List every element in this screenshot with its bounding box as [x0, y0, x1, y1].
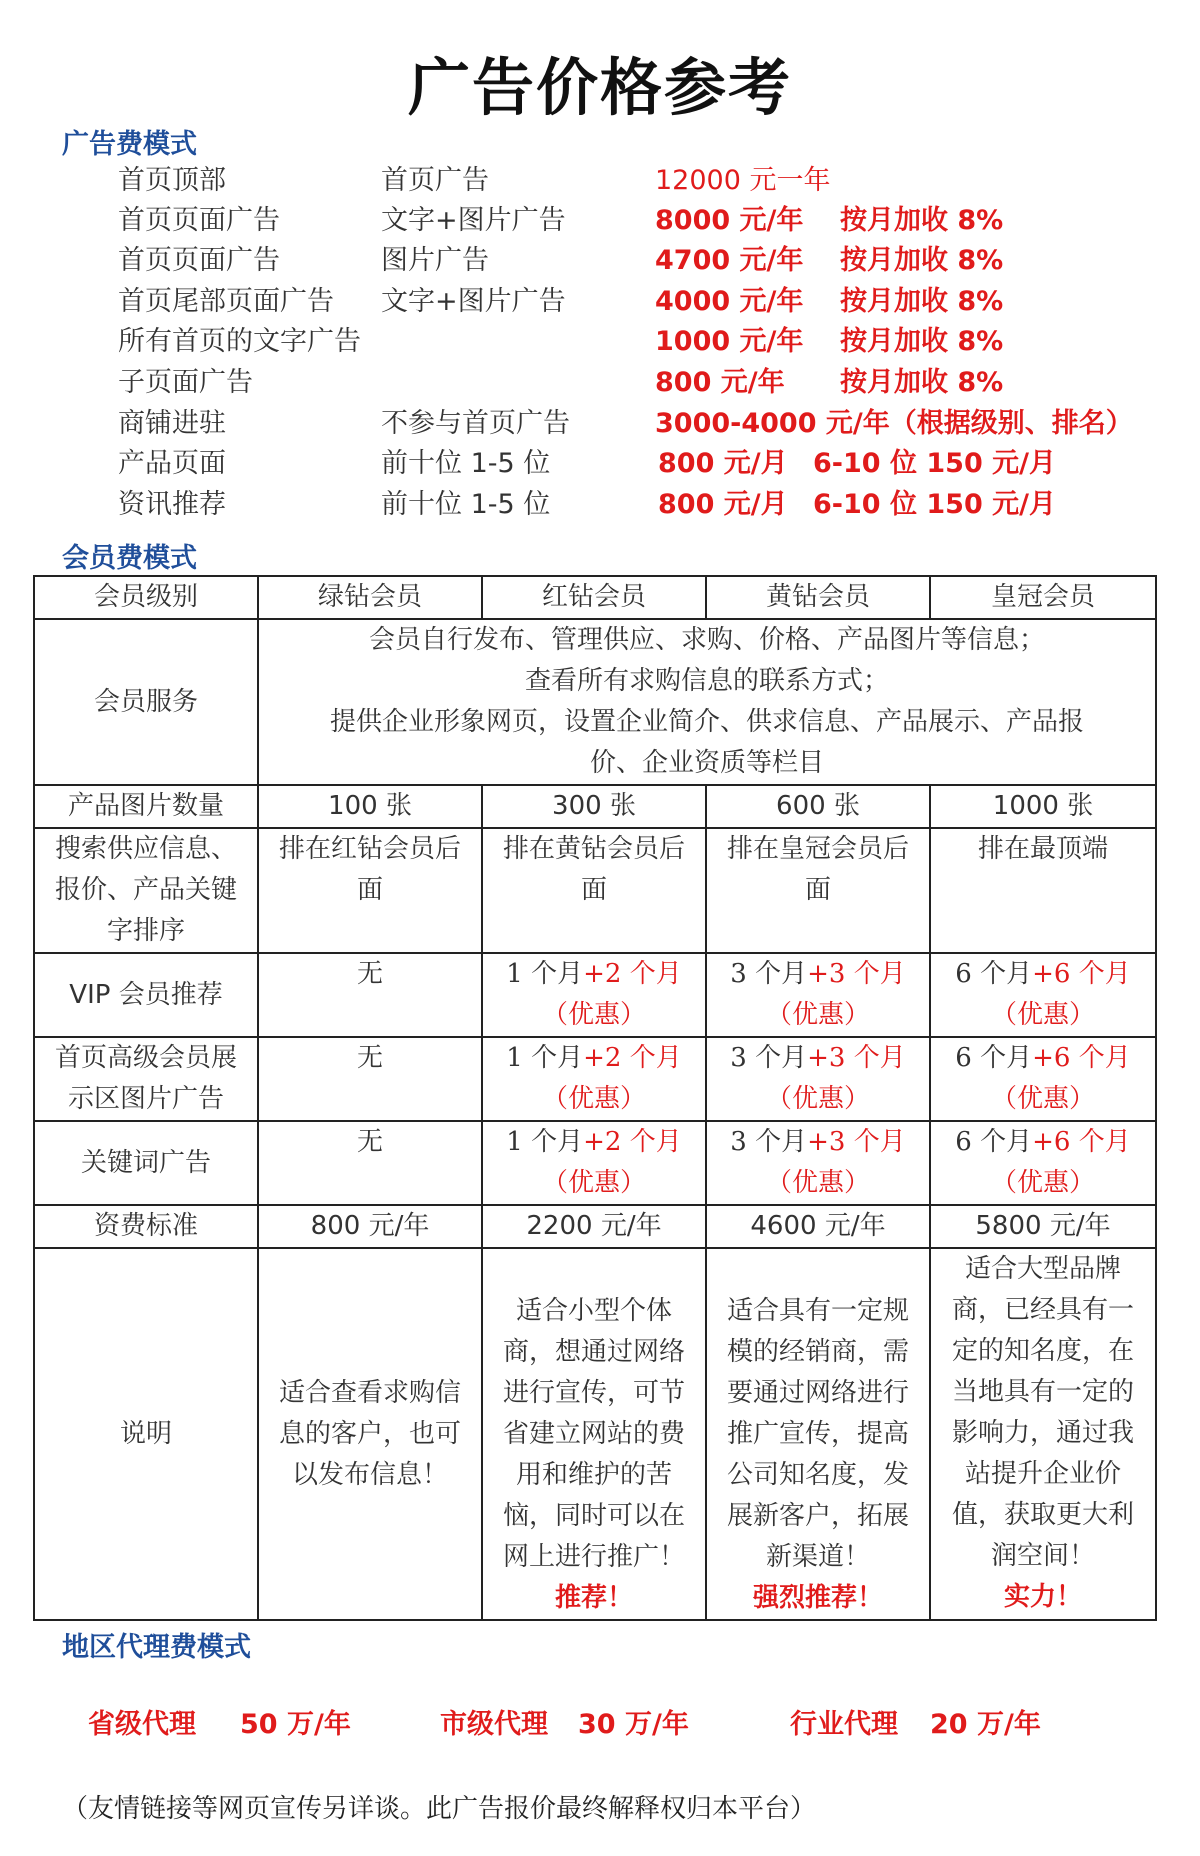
agent-label: 市级代理	[440, 1709, 548, 1740]
ranking-value	[706, 828, 930, 953]
promo-note: （优惠）	[990, 1168, 1095, 1198]
value-line: 排在皇冠会员后	[726, 834, 909, 864]
notes-label: 说明	[34, 1248, 258, 1620]
note-line: 值，获取更大利	[951, 1500, 1134, 1530]
note-line: 适合具有一定规	[726, 1296, 909, 1326]
ad-name: 资讯推荐	[118, 489, 226, 520]
promo-bonus: +6 个月	[1032, 959, 1131, 989]
agent-price: 20 万/年	[930, 1709, 1041, 1740]
promo-bonus: +3 个月	[807, 959, 906, 989]
label-line: 搜索供应信息、	[54, 834, 237, 864]
ad-name: 子页面广告	[118, 367, 253, 398]
table-header-row	[34, 576, 1156, 619]
picture-count: 1000 张	[930, 785, 1156, 828]
ad-name: 商铺进驻	[118, 408, 226, 439]
ad-surcharge: 按月加收 8%	[840, 205, 1004, 236]
note-line: 润空间！	[990, 1541, 1095, 1571]
note-line: 以发布信息！	[291, 1459, 448, 1490]
table-row	[34, 1248, 1156, 1620]
promo-base: 3 个月	[730, 1043, 808, 1073]
fee-value: 5800 元/年	[930, 1205, 1156, 1248]
note-line: 商，想通过网络	[502, 1337, 685, 1367]
ad-price: 4000 元/年	[655, 286, 804, 317]
ad-name: 首页页面广告	[118, 245, 280, 276]
agent-price: 50 万/年	[240, 1709, 351, 1740]
promo-note: （优惠）	[541, 1168, 646, 1198]
ad-surcharge: 按月加收 8%	[840, 245, 1004, 276]
ranking-value	[258, 828, 482, 953]
ad-type: 图片广告	[381, 245, 489, 276]
note-line: 展新客户，拓展	[726, 1501, 909, 1531]
ad-name: 首页页面广告	[118, 205, 280, 236]
note-line: 适合查看求购信	[278, 1377, 461, 1408]
homepage-ad-value	[930, 1037, 1156, 1121]
table-row	[34, 1121, 1156, 1205]
ad-row	[0, 443, 1200, 484]
picture-count: 300 张	[482, 785, 706, 828]
ad-surcharge: 按月加收 8%	[840, 367, 1004, 398]
promo-base: 6 个月	[955, 1127, 1033, 1157]
homepage-ad-label	[34, 1037, 258, 1121]
ad-section-heading: 广告费模式	[62, 129, 197, 160]
note-line: 要通过网络进行	[726, 1378, 909, 1408]
note-line: 息的客户，也可	[278, 1418, 461, 1449]
recommend-tag: 推荐！	[554, 1583, 633, 1613]
keyword-ad-value	[930, 1121, 1156, 1205]
ad-row	[0, 403, 1200, 444]
picture-count: 600 张	[706, 785, 930, 828]
notes-value	[258, 1248, 482, 1620]
promo-bonus: +6 个月	[1032, 1127, 1131, 1157]
promo-bonus: +2 个月	[583, 959, 682, 989]
ad-row	[0, 240, 1200, 281]
ranking-value	[482, 828, 706, 953]
keyword-ad-label: 关键词广告	[34, 1121, 258, 1205]
vip-value	[706, 953, 930, 1037]
agent-label: 行业代理	[790, 1709, 898, 1740]
agent-section-heading: 地区代理费模式	[62, 1632, 251, 1663]
value-line: 排在黄钻会员后	[502, 834, 685, 864]
service-label: 会员服务	[34, 619, 258, 785]
promo-note: （优惠）	[765, 1084, 870, 1114]
note-line: 模的经销商，需	[726, 1337, 909, 1367]
ad-type: 前十位 1-5 位	[381, 448, 551, 479]
value-line: 面	[580, 875, 607, 905]
promo-note: （优惠）	[541, 1084, 646, 1114]
table-row	[34, 1037, 1156, 1121]
promo-base: 3 个月	[730, 959, 808, 989]
ad-price: 800 元/月	[658, 448, 788, 479]
promo-note: （优惠）	[765, 1000, 870, 1030]
label-line: 示区图片广告	[67, 1084, 224, 1114]
ad-price: 4700 元/年	[655, 245, 804, 276]
ad-tier-price: 6-10 位 150 元/月	[813, 489, 1056, 520]
promo-bonus: +2 个月	[583, 1127, 682, 1157]
service-line: 查看所有求购信息的联系方式；	[524, 666, 889, 696]
note-line: 站提升企业价	[964, 1459, 1121, 1489]
ad-price: 800 元/年	[655, 367, 785, 398]
level-green-diamond: 绿钻会员	[258, 576, 482, 619]
keyword-ad-value	[706, 1121, 930, 1205]
vip-value	[482, 953, 706, 1037]
ranking-label	[34, 828, 258, 953]
table-row	[34, 785, 1156, 828]
label-line: 报价、产品关键	[54, 875, 237, 905]
note-line: 适合小型个体	[515, 1296, 672, 1326]
ad-type: 不参与首页广告	[381, 408, 570, 439]
agent-label: 省级代理	[88, 1709, 196, 1740]
agent-price: 30 万/年	[578, 1709, 689, 1740]
promo-note: （优惠）	[765, 1168, 870, 1198]
fee-value: 2200 元/年	[482, 1205, 706, 1248]
ranking-value	[930, 828, 1156, 953]
homepage-ad-value	[706, 1037, 930, 1121]
note-line: 进行宣传，可节	[502, 1378, 685, 1408]
note-line: 适合大型品牌	[964, 1254, 1121, 1284]
ad-surcharge: 按月加收 8%	[840, 286, 1004, 317]
strength-tag: 实力！	[1003, 1582, 1082, 1612]
note-line: 当地具有一定的	[951, 1377, 1134, 1407]
value-line: 排在最顶端	[977, 834, 1108, 864]
table-row	[34, 953, 1156, 1037]
homepage-ad-value	[482, 1037, 706, 1121]
table-row	[34, 828, 1156, 953]
note-line: 网上进行推广！	[502, 1542, 685, 1572]
ad-surcharge: 按月加收 8%	[840, 326, 1004, 357]
ad-row	[0, 200, 1200, 241]
promo-base: 6 个月	[955, 959, 1033, 989]
ad-price: 3000-4000 元/年（根据级别、排名）	[655, 408, 1133, 439]
service-line: 会员自行发布、管理供应、求购、价格、产品图片等信息；	[368, 625, 1045, 655]
note-line: 商，已经具有一	[951, 1295, 1134, 1325]
note-line: 新渠道！	[765, 1542, 870, 1572]
notes-value	[482, 1248, 706, 1620]
keyword-ad-value	[482, 1121, 706, 1205]
promo-base: 3 个月	[730, 1127, 808, 1157]
vip-label: VIP 会员推荐	[34, 953, 258, 1037]
label-line: 首页高级会员展	[54, 1043, 237, 1073]
promo-bonus: +6 个月	[1032, 1043, 1131, 1073]
vip-value	[930, 953, 1156, 1037]
promo-base: 6 个月	[955, 1043, 1033, 1073]
ad-type: 首页广告	[381, 165, 489, 196]
service-line: 提供企业形象网页，设置企业简介、供求信息、产品展示、产品报	[329, 707, 1084, 737]
ad-type: 文字+图片广告	[381, 286, 566, 317]
table-row	[34, 1205, 1156, 1248]
promo-bonus: +2 个月	[583, 1043, 682, 1073]
keyword-ad-none: 无	[258, 1121, 482, 1205]
label-line: 字排序	[106, 916, 185, 946]
promo-bonus: +3 个月	[807, 1127, 906, 1157]
note-line: 省建立网站的费	[502, 1419, 685, 1449]
ad-row	[0, 362, 1200, 403]
value-line: 排在红钻会员后	[278, 834, 461, 864]
level-yellow-diamond: 黄钻会员	[706, 576, 930, 619]
note-line: 公司知名度，发	[726, 1460, 909, 1490]
ad-name: 首页尾部页面广告	[118, 286, 334, 317]
footnote: （友情链接等网页宣传另详谈。此广告报价最终解释权归本平台）	[62, 1794, 817, 1824]
level-crown: 皇冠会员	[930, 576, 1156, 619]
ad-row	[0, 160, 1200, 201]
note-line: 定的知名度，在	[951, 1336, 1134, 1366]
member-section-heading: 会员费模式	[62, 543, 197, 574]
promo-base: 1 个月	[506, 959, 584, 989]
note-line: 恼，同时可以在	[502, 1501, 685, 1531]
page-title: 广告价格参考	[407, 51, 792, 124]
fee-value: 800 元/年	[258, 1205, 482, 1248]
ad-row	[0, 281, 1200, 322]
homepage-ad-none: 无	[258, 1037, 482, 1121]
ad-name: 产品页面	[118, 448, 226, 479]
fee-label: 资费标准	[34, 1205, 258, 1248]
promo-base: 1 个月	[506, 1127, 584, 1157]
vip-none: 无	[258, 953, 482, 1037]
ad-name: 首页顶部	[118, 165, 226, 196]
notes-value	[930, 1248, 1156, 1620]
ad-name: 所有首页的文字广告	[118, 326, 361, 357]
notes-value	[706, 1248, 930, 1620]
table-row	[34, 619, 1156, 785]
strong-recommend-tag: 强烈推荐！	[752, 1583, 883, 1613]
picture-count: 100 张	[258, 785, 482, 828]
promo-note: （优惠）	[541, 1000, 646, 1030]
ad-type: 文字+图片广告	[381, 205, 566, 236]
promo-base: 1 个月	[506, 1043, 584, 1073]
value-line: 面	[804, 875, 831, 905]
service-description	[258, 619, 1156, 785]
fee-value: 4600 元/年	[706, 1205, 930, 1248]
ad-tier-price: 6-10 位 150 元/月	[813, 448, 1056, 479]
ad-type: 前十位 1-5 位	[381, 489, 551, 520]
value-line: 面	[356, 875, 383, 905]
ad-price: 12000 元一年	[655, 165, 831, 196]
ad-row	[0, 321, 1200, 362]
ad-price: 8000 元/年	[655, 205, 804, 236]
service-line: 价、企业资质等栏目	[589, 748, 824, 778]
promo-note: （优惠）	[990, 1000, 1095, 1030]
picture-count-label: 产品图片数量	[34, 785, 258, 828]
member-fee-table	[33, 575, 1157, 1621]
note-line: 影响力，通过我	[951, 1418, 1134, 1448]
promo-note: （优惠）	[990, 1084, 1095, 1114]
note-line: 用和维护的苦	[515, 1460, 672, 1490]
ad-row	[0, 484, 1200, 525]
note-line: 推广宣传，提高	[726, 1419, 909, 1449]
ad-price: 800 元/月	[658, 489, 788, 520]
ad-price: 1000 元/年	[655, 326, 804, 357]
member-level-header: 会员级别	[34, 576, 258, 619]
level-red-diamond: 红钻会员	[482, 576, 706, 619]
promo-bonus: +3 个月	[807, 1043, 906, 1073]
